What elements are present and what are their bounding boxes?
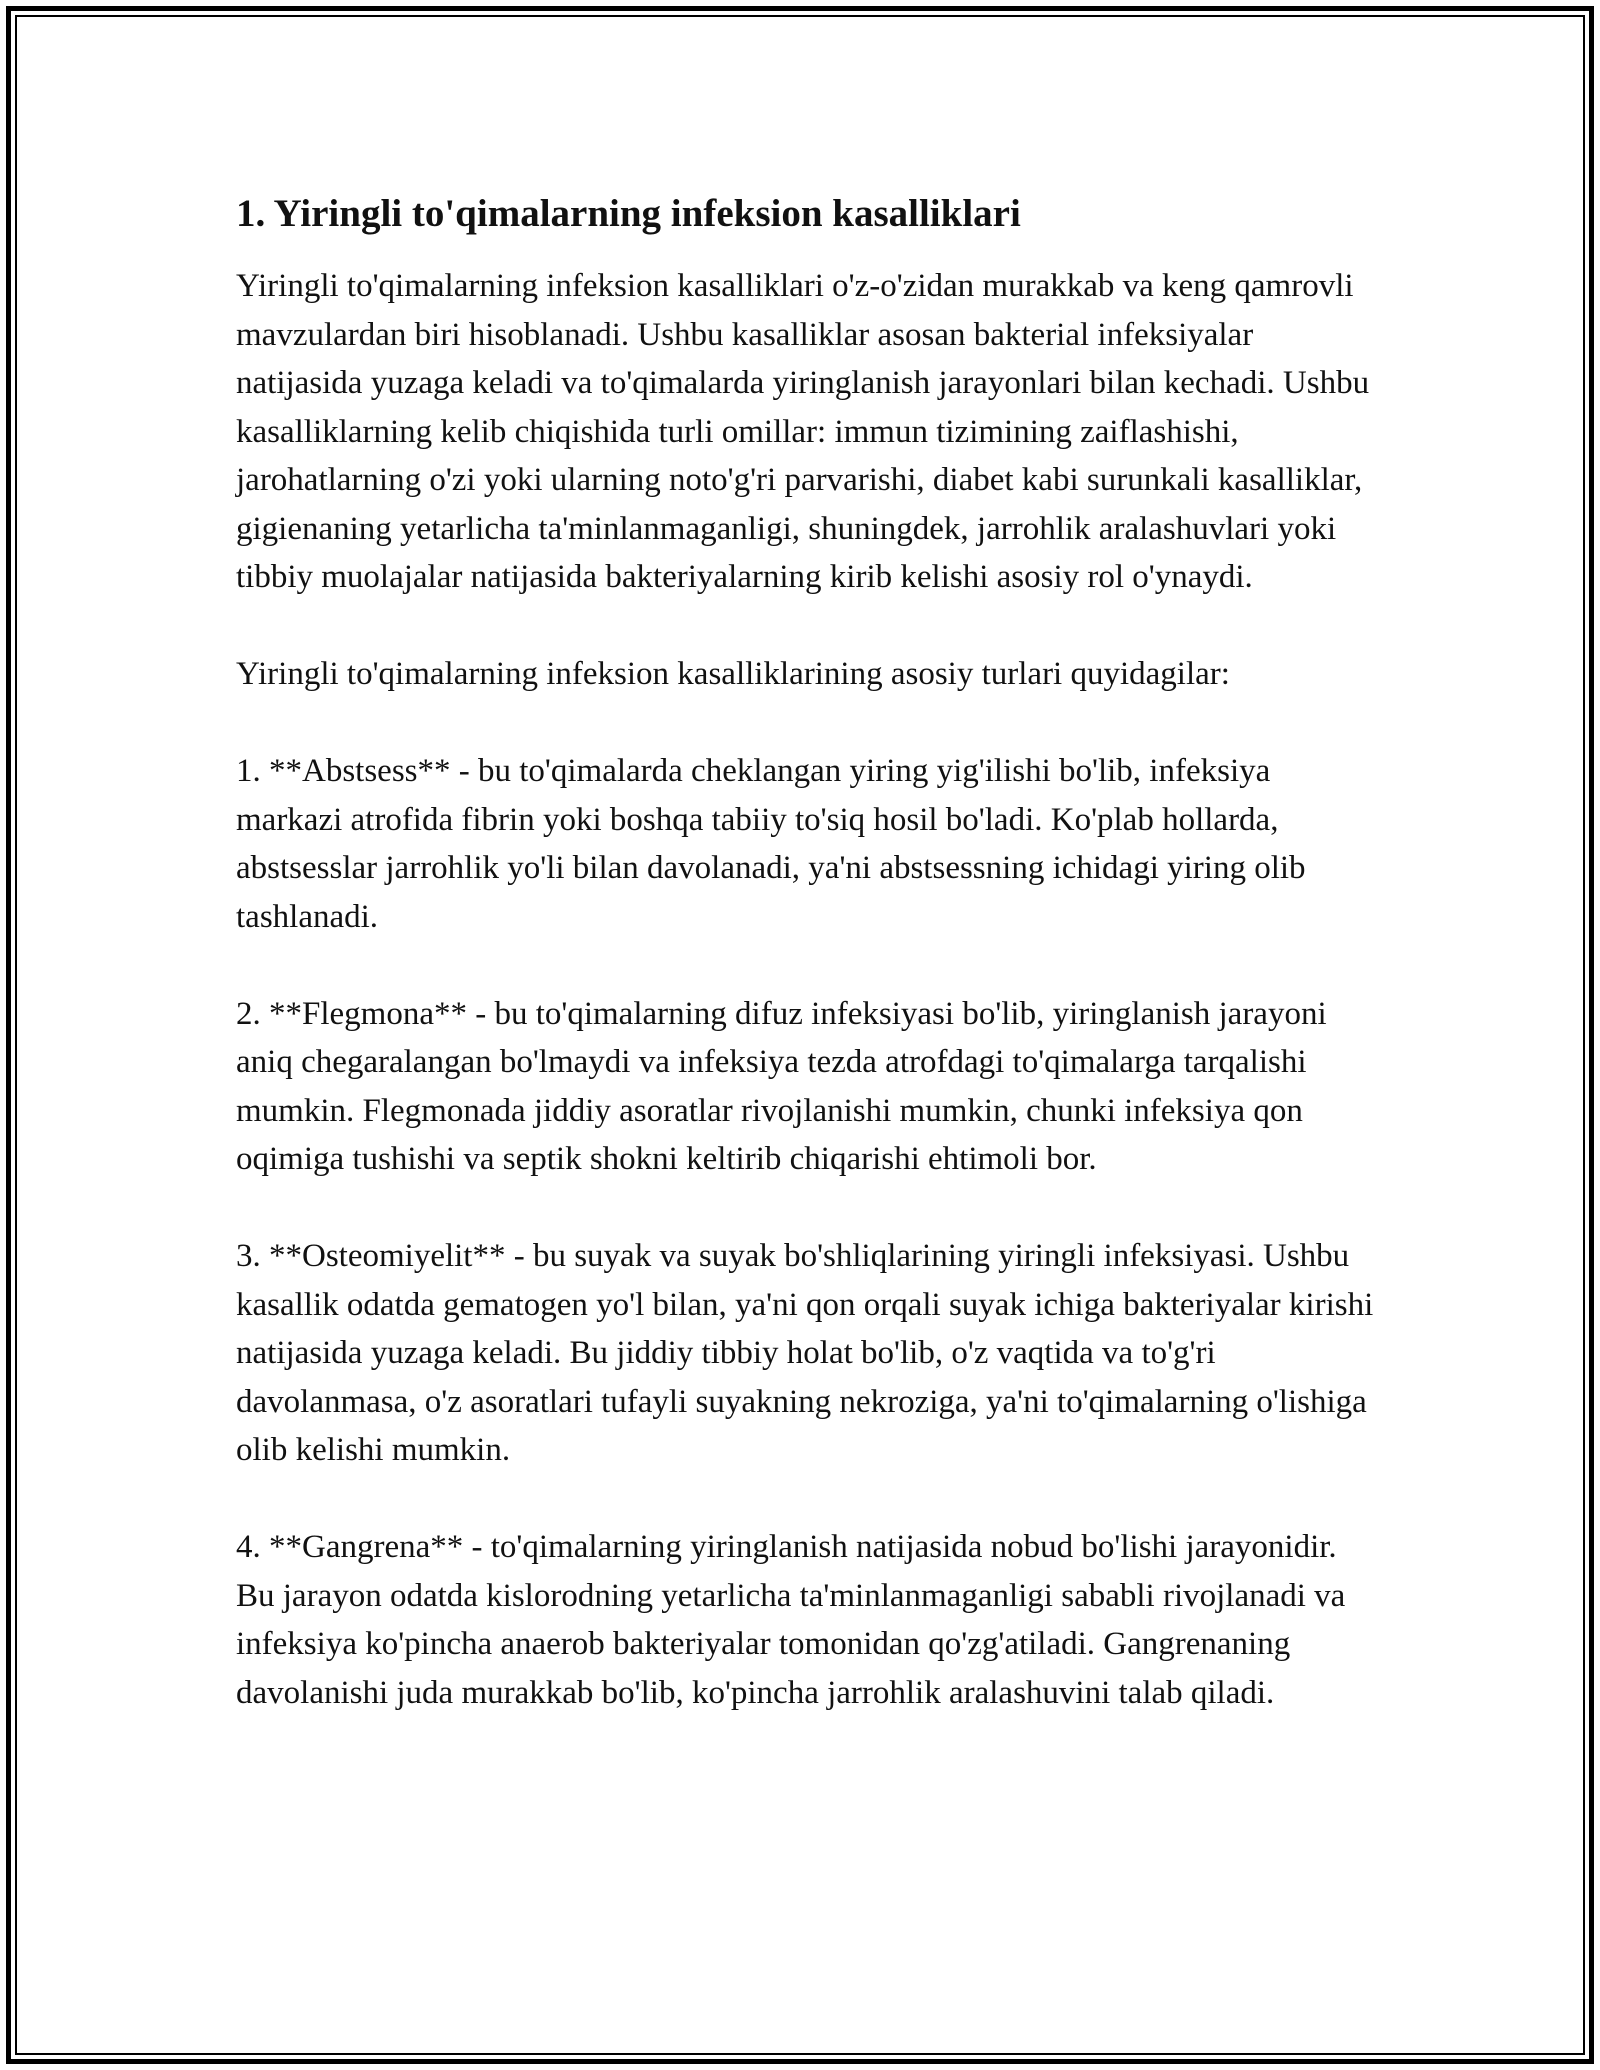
paragraph-types-lead: Yiringli to'qimalarning infeksion kasalliklarining asosiy turlari quyidagilar: <box>236 656 1230 692</box>
document-title: 1. Yiringli to'qimalarning infeksion kasalliklari <box>236 192 1021 235</box>
paragraph-osteomiyelit: 3. **Osteomiyelit** - bu suyak va suyak bo'shliqlarining yiringli infeksiyasi. Ushbu kasallik odatda gematogen yo'l bilan, ya'ni qon orqali suyak ichiga bakteriyalar kirishi natijasida yuzaga keladi. Bu jiddiy tibbiy holat bo'lib, o'z vaqtida va to'g'ri davolanmasa, o'z asoratlari tufayli suyakning nekroziga, ya'ni to'qimalarning o'lishiga olib kelishi mumkin. <box>236 1238 1374 1468</box>
paragraph-gangrena: 4. **Gangrena** - to'qimalarning yiringlanish natijasida nobud bo'lishi jarayonidir. Bu jarayon odatda kislorodning yetarlicha ta'minlanmaganligi sababli rivojlanadi va infeksiya ko'pincha anaerob bakteriyalar tomonidan qo'zg'atiladi. Gangrenaning davolanishi juda murakkab bo'lib, ko'pincha jarrohlik aralashuvini talab qiladi. <box>236 1529 1346 1711</box>
paragraph-intro: Yiringli to'qimalarning infeksion kasalliklari o'z-o'zidan murakkab va keng qamrovli mavzulardan biri hisoblanadi. Ushbu kasalliklar asosan bakterial infeksiyalar natijasida yuzaga keladi va to'qimalarda yiringlanish jarayonlari bilan kechadi. Ushbu kasalliklarning kelib chiqishida turli omillar: immun tizimining zaiflashishi, jarohatlarning o'zi yoki ularning noto'g'ri parvarishi, diabet kabi surunkali kasalliklar, gigienaning yetarlicha ta'minlanmaganligi, shuningdek, jarrohlik aralashuvlari yoki tibbiy muolajalar natijasida bakteriyalarning kirib kelishi asosiy rol o'ynaydi. <box>236 268 1370 595</box>
document-body <box>236 188 1376 1766</box>
paragraph-flegmona: 2. **Flegmona** - bu to'qimalarning difuz infeksiyasi bo'lib, yiringlanish jarayoni aniq chegaralangan bo'lmaydi va infeksiya tezda atrofdagi to'qimalarga tarqalishi mumkin. Flegmonada jiddiy asoratlar rivojlanishi mumkin, chunki infeksiya qon oqimiga tushishi va septik shokni keltirib chiqarishi ehtimoli bor. <box>236 995 1327 1177</box>
paragraph-abstsess: 1. **Abstsess** - bu to'qimalarda cheklangan yiring yig'ilishi bo'lib, infeksiya markazi atrofida fibrin yoki boshqa tabiiy to'siq hosil bo'ladi. Ko'plab hollarda, abstsesslar jarrohlik yo'li bilan davolanadi, ya'ni abstsessning ichidagi yiring olib tashlanadi. <box>236 753 1306 935</box>
